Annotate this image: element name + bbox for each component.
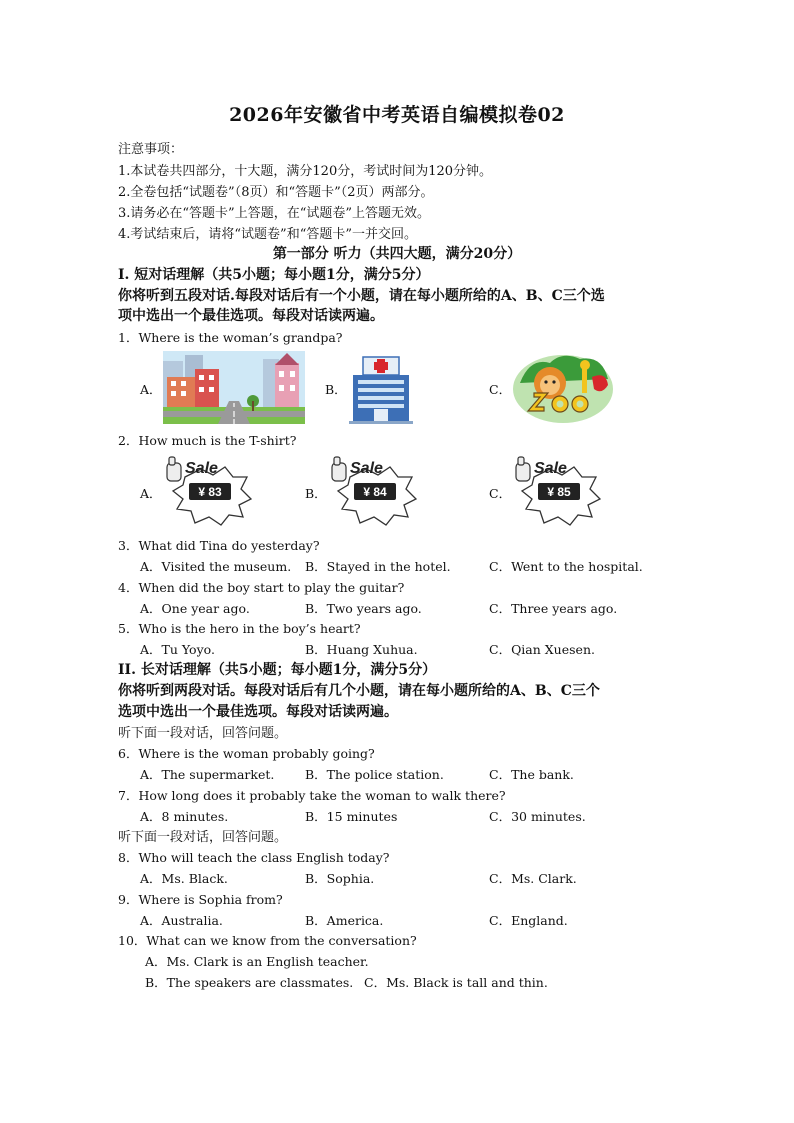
q5-option-a: A．Tu Yoyo. (140, 642, 215, 657)
question-4: 4．When did the boy start to play the guitar? (118, 580, 405, 595)
part1-heading: 第一部分 听力（共四大题，满分20分） (272, 246, 522, 262)
q9-option-c: C．England. (489, 913, 568, 928)
note-item-1: 1.本试卷共四部分，十大题，满分120分，考试时间为120分钟。 (118, 164, 493, 179)
section1-heading: I. 短对话理解（共5小题；每小题1分，满分5分） (118, 267, 430, 283)
q10-option-b: B．The speakers are classmates. (145, 975, 354, 990)
question-10: 10．What can we know from the conversation? (118, 933, 417, 948)
section1-instruction-2: 项中选出一个最佳选项。每段对话读两遍。 (118, 308, 384, 324)
street-picture (163, 351, 305, 424)
sale-tag-c (512, 455, 604, 527)
q7-option-c: C．30 minutes. (489, 809, 586, 824)
note-item-2: 2.全卷包括“试题卷”（8页）和“答题卡”（2页）两部分。 (118, 185, 434, 200)
q8-option-a: A．Ms. Black. (140, 871, 228, 886)
q3-option-b: B．Stayed in the hotel. (305, 559, 451, 574)
note-item-4: 4.考试结束后，请将“试题卷”和“答题卡”一并交回。 (118, 227, 417, 242)
question-1: 1．Where is the woman’s grandpa? (118, 330, 343, 345)
question-3: 3．What did Tina do yesterday? (118, 538, 320, 553)
section1-instruction-1: 你将听到五段对话.每段对话后有一个小题，请在每小题所给的A、B、C三个选 (118, 288, 605, 304)
q2-option-a-label: A． (140, 486, 162, 501)
q3-option-a: A．Visited the museum. (140, 559, 292, 574)
question-7: 7．How long does it probably take the woman to walk there? (118, 788, 506, 803)
q8-option-c: C．Ms. Clark. (489, 871, 577, 886)
q4-option-b: B．Two years ago. (305, 601, 422, 616)
listen-instruction-1: 听下面一段对话，回答问题。 (118, 726, 288, 741)
q2-option-b-label: B． (305, 486, 327, 501)
notes-heading: 注意事项： (118, 142, 184, 157)
zoo-picture (510, 349, 616, 427)
q6-option-c: C．The bank. (489, 767, 574, 782)
sale-tag-a (163, 455, 255, 527)
q10-option-c: C．Ms. Black is tall and thin. (364, 975, 548, 990)
listen-instruction-2: 听下面一段对话，回答问题。 (118, 830, 288, 845)
question-8: 8．Who will teach the class English today? (118, 850, 390, 865)
q1-option-b-label: B． (325, 382, 347, 397)
note-item-3: 3.请务必在“答题卡”上答题，在“试题卷”上答题无效。 (118, 206, 430, 221)
hospital-picture (349, 351, 413, 424)
sale-text-a: Sale (185, 460, 218, 477)
zoo-sign-text: ZOO (563, 425, 566, 426)
sale-text-b: Sale (350, 460, 383, 477)
q7-option-a: A．8 minutes. (140, 809, 229, 824)
q9-option-a: A．Australia. (140, 913, 223, 928)
q4-option-a: A．One year ago. (140, 601, 250, 616)
sale-text-c: Sale (534, 460, 567, 477)
q4-option-c: C．Three years ago. (489, 601, 618, 616)
q5-option-c: C．Qian Xuesen. (489, 642, 595, 657)
question-6: 6．Where is the woman probably going? (118, 746, 375, 761)
q8-option-b: B．Sophia. (305, 871, 375, 886)
q3-option-c: C．Went to the hospital. (489, 559, 643, 574)
q6-option-b: B．The police station. (305, 767, 444, 782)
section2-heading: II. 长对话理解（共5小题；每小题1分，满分5分） (118, 662, 437, 678)
q5-option-b: B．Huang Xuhua. (305, 642, 418, 657)
section2-instruction-2: 选项中选出一个最佳选项。每段对话读两遍。 (118, 704, 398, 720)
q2-option-c-label: C． (489, 486, 512, 501)
sale-tag-b (328, 455, 420, 527)
q6-option-a: A．The supermarket. (140, 767, 275, 782)
q1-option-a-label: A． (140, 382, 162, 397)
price-b: ¥ 84 (363, 485, 387, 499)
q1-option-c-label: C． (489, 382, 512, 397)
question-5: 5．Who is the hero in the boy’s heart? (118, 621, 361, 636)
question-9: 9．Where is Sophia from? (118, 892, 283, 907)
price-c: ¥ 85 (547, 485, 571, 499)
exam-title: 2026年安徽省中考英语自编模拟卷02 (229, 104, 565, 126)
q7-option-b: B．15 minutes (305, 809, 398, 824)
price-a: ¥ 83 (198, 485, 222, 499)
q9-option-b: B．America. (305, 913, 384, 928)
section2-instruction-1: 你将听到两段对话。每段对话后有几个小题，请在每小题所给的A、B、C三个 (118, 683, 600, 699)
q10-option-a: A．Ms. Clark is an English teacher. (145, 954, 369, 969)
question-2: 2．How much is the T-shirt? (118, 433, 297, 448)
